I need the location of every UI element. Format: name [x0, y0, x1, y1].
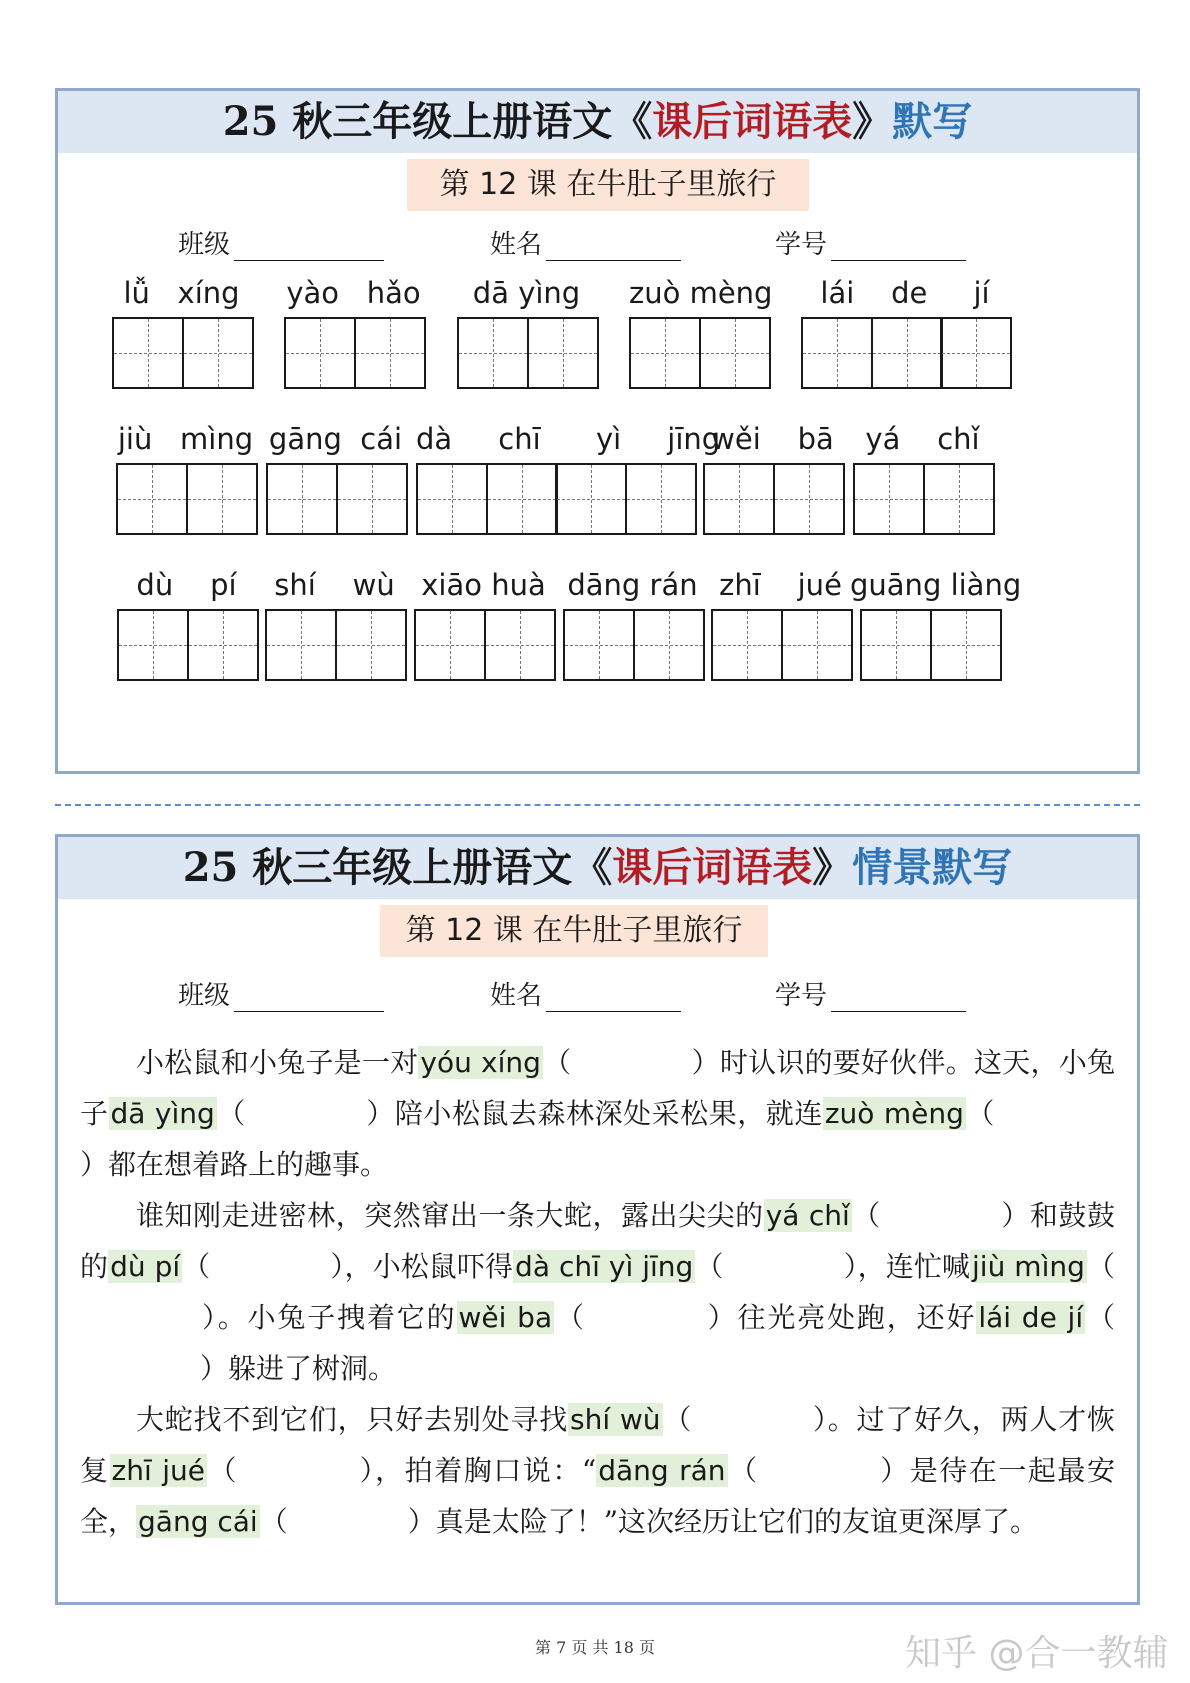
- paren: （: [542, 1046, 572, 1079]
- grid-cell[interactable]: [186, 463, 258, 535]
- grid-cell[interactable]: [555, 463, 627, 535]
- word-pinyin: guāng liàng: [850, 568, 1022, 602]
- story-text-run: ）往光亮处跑，还好: [705, 1301, 977, 1334]
- pinyin-prompt: dāng rán: [598, 1454, 726, 1487]
- pinyin-prompt: wěi ba: [458, 1301, 553, 1334]
- id-field: [775, 224, 966, 261]
- story-paragraph: [80, 1394, 1115, 1547]
- panel-title: [58, 837, 1137, 899]
- grid-cell[interactable]: [112, 317, 184, 389]
- page-number: 第 7 页 共 18 页: [535, 1638, 655, 1657]
- grid-cell[interactable]: [266, 463, 338, 535]
- word-pinyin: yào hǎo: [286, 276, 421, 310]
- story-text-run: 小松鼠和小兔子是一对: [136, 1046, 419, 1079]
- writing-grid[interactable]: [860, 609, 1002, 681]
- pinyin-prompt: zuò mèng: [824, 1097, 964, 1130]
- paren: （: [259, 1505, 288, 1538]
- pinyin-prompt: zhī jué: [111, 1454, 205, 1487]
- grid-cell[interactable]: [711, 609, 783, 681]
- name-field: [490, 975, 681, 1012]
- pinyin-prompt: gāng cái: [138, 1505, 258, 1538]
- watermark: 知乎 @合一教辅: [905, 1633, 1169, 1674]
- id-label: 学号: [775, 981, 828, 1011]
- grid-cell[interactable]: [335, 609, 407, 681]
- title-highlight: 课后词语表: [612, 844, 813, 891]
- word-pinyin: shí wù: [274, 568, 395, 602]
- word-pinyin: wěi bā: [711, 422, 834, 456]
- grid-cell[interactable]: [853, 463, 925, 535]
- paren: （: [965, 1097, 995, 1130]
- word-item: [703, 419, 842, 537]
- word-item: [265, 565, 404, 683]
- paren: （: [216, 1097, 246, 1130]
- grid-cell[interactable]: [414, 609, 486, 681]
- story-text-run: ），连忙喊: [843, 1250, 971, 1283]
- word-item: [629, 273, 773, 391]
- grid-cell[interactable]: [625, 463, 697, 535]
- writing-grid[interactable]: [116, 463, 258, 535]
- word-item: [112, 273, 251, 391]
- paren: （: [554, 1301, 586, 1334]
- word-pinyin: zuò mèng: [629, 276, 773, 310]
- word-item: [853, 419, 992, 537]
- story-text-run: ）真是太险了！”这次经历让它们的友谊更深厚了。: [407, 1505, 1039, 1538]
- panel-title: [58, 91, 1137, 153]
- story-text: [80, 1037, 1115, 1547]
- word-pinyin: gāng cái: [268, 422, 403, 456]
- grid-cell[interactable]: [416, 463, 488, 535]
- id-label: 学号: [775, 230, 828, 260]
- context-dictation-panel: [55, 834, 1140, 1605]
- writing-grid[interactable]: [703, 463, 845, 535]
- grid-cell[interactable]: [773, 463, 845, 535]
- grid-cell[interactable]: [116, 463, 188, 535]
- name-blank[interactable]: [546, 232, 681, 261]
- word-item: [414, 565, 553, 683]
- writing-grid[interactable]: [711, 609, 853, 681]
- story-text-run: 谁知刚走进密林，突然窜出一条大蛇，露出尖尖的: [136, 1199, 764, 1232]
- writing-grid[interactable]: [117, 609, 259, 681]
- paren: （: [727, 1454, 759, 1487]
- pinyin-prompt: dù pí: [110, 1250, 181, 1283]
- writing-grid[interactable]: [457, 317, 599, 389]
- paren: （: [1085, 1301, 1115, 1334]
- grid-cell[interactable]: [284, 317, 356, 389]
- grid-cell[interactable]: [486, 463, 558, 535]
- grid-cell[interactable]: [527, 317, 599, 389]
- story-paragraph: [80, 1037, 1115, 1190]
- writing-grid[interactable]: [853, 463, 995, 535]
- grid-cell[interactable]: [703, 463, 775, 535]
- grid-cell[interactable]: [871, 317, 943, 389]
- grid-cell[interactable]: [860, 609, 932, 681]
- class-label: 班级: [178, 230, 231, 260]
- title-highlight: 课后词语表: [652, 98, 853, 145]
- word-item: [801, 273, 1009, 391]
- writing-grid[interactable]: [629, 317, 771, 389]
- grid-cell[interactable]: [923, 463, 995, 535]
- title-bracket: 》: [852, 98, 893, 145]
- word-item: [266, 419, 405, 537]
- word-pinyin: yá chǐ: [865, 422, 980, 456]
- title-bracket: 》: [812, 844, 853, 891]
- word-item: [117, 565, 256, 683]
- grid-cell[interactable]: [354, 317, 426, 389]
- section-divider: [55, 804, 1140, 806]
- word-pinyin: dà chī yì jīng: [416, 422, 721, 456]
- grid-cell[interactable]: [629, 317, 701, 389]
- grid-cell[interactable]: [563, 609, 635, 681]
- word-pinyin: zhī jué: [719, 568, 842, 602]
- pinyin-prompt: yóu xíng: [420, 1046, 541, 1079]
- id-blank[interactable]: [831, 983, 966, 1012]
- paren: （: [851, 1199, 881, 1232]
- word-item: [116, 419, 255, 537]
- title-suffix: 情景默写: [852, 844, 1013, 891]
- writing-grid[interactable]: [112, 317, 254, 389]
- word-pinyin: jiù mìng: [117, 422, 254, 456]
- story-text-run: ）都在想着路上的趣事。: [80, 1148, 389, 1181]
- story-text-run: ）时认识的要好伙伴。这天，小兔子: [80, 1046, 1115, 1130]
- story-paragraph: [80, 1190, 1115, 1394]
- story-text-run: ）。小兔子拽着它的: [200, 1301, 457, 1334]
- story-text-run: ），小松鼠吓得: [330, 1250, 514, 1283]
- word-pinyin: lǚ xíng: [123, 276, 240, 310]
- paren: （: [695, 1250, 724, 1283]
- grid-cell[interactable]: [633, 609, 705, 681]
- writing-grid[interactable]: [265, 609, 407, 681]
- name-label: 姓名: [490, 230, 543, 260]
- grid-cell[interactable]: [187, 609, 259, 681]
- word-item: [563, 565, 702, 683]
- pinyin-prompt: yá chǐ: [765, 1199, 850, 1232]
- writing-grid[interactable]: [416, 463, 697, 535]
- writing-grid[interactable]: [266, 463, 408, 535]
- writing-grid[interactable]: [414, 609, 556, 681]
- word-pinyin: dā yìng: [472, 276, 581, 310]
- class-blank[interactable]: [234, 983, 384, 1012]
- grid-cell[interactable]: [699, 317, 771, 389]
- class-field: [178, 975, 384, 1012]
- word-pinyin: xiāo huà: [421, 568, 546, 602]
- class-label: 班级: [178, 981, 231, 1011]
- paren: （: [182, 1250, 211, 1283]
- title-prefix: 25 秋三年级上册语文《: [182, 844, 613, 891]
- word-item: [850, 565, 1022, 683]
- name-label: 姓名: [490, 981, 543, 1011]
- grid-cell[interactable]: [781, 609, 853, 681]
- grid-cell[interactable]: [484, 609, 556, 681]
- grid-cell[interactable]: [940, 317, 1012, 389]
- grid-cell[interactable]: [801, 317, 873, 389]
- word-pinyin: lái de jí: [820, 276, 990, 310]
- story-text-run: ）和鼓鼓的: [80, 1199, 1115, 1283]
- pinyin-prompt: jiù mìng: [972, 1250, 1085, 1283]
- paren: （: [206, 1454, 239, 1487]
- grid-cell[interactable]: [336, 463, 408, 535]
- title-prefix: 25 秋三年级上册语文《: [222, 98, 653, 145]
- id-blank[interactable]: [831, 232, 966, 261]
- writing-grid[interactable]: [284, 317, 426, 389]
- story-text-run: ）陪小松鼠去森林深处采松果，就连: [365, 1097, 823, 1130]
- story-text-run: ）躲进了树洞。: [200, 1352, 397, 1385]
- title-suffix: 默写: [892, 98, 973, 145]
- word-item: [416, 419, 721, 537]
- lesson-heading: 第 12 课 在牛肚子里旅行: [407, 159, 809, 211]
- grid-cell[interactable]: [457, 317, 529, 389]
- paren: （: [662, 1403, 693, 1436]
- name-blank[interactable]: [546, 983, 681, 1012]
- story-text-run: ）。过了好久，两人才恢复: [80, 1403, 1115, 1487]
- paren: （: [1086, 1250, 1115, 1283]
- pinyin-prompt: dā yìng: [110, 1097, 215, 1130]
- writing-grid[interactable]: [563, 609, 705, 681]
- grid-cell[interactable]: [265, 609, 337, 681]
- pinyin-prompt: shí wù: [570, 1403, 661, 1436]
- lesson-heading: 第 12 课 在牛肚子里旅行: [380, 905, 768, 957]
- class-blank[interactable]: [234, 232, 384, 261]
- class-field: [178, 224, 384, 261]
- grid-cell[interactable]: [117, 609, 189, 681]
- story-text-run: ），拍着胸口说：“: [358, 1454, 597, 1487]
- story-text-run: 大蛇找不到它们，只好去别处寻找: [136, 1403, 569, 1436]
- word-item: [711, 565, 850, 683]
- grid-cell[interactable]: [930, 609, 1002, 681]
- word-pinyin: dù pí: [136, 568, 237, 602]
- name-field: [490, 224, 681, 261]
- writing-grid[interactable]: [801, 317, 1012, 389]
- dictation-panel: [55, 88, 1140, 774]
- word-pinyin: dāng rán: [567, 568, 698, 602]
- pinyin-prompt: dà chī yì jīng: [515, 1250, 694, 1283]
- id-field: [775, 975, 966, 1012]
- word-item: [457, 273, 596, 391]
- grid-cell[interactable]: [182, 317, 254, 389]
- story-text-run: ）是待在一起最安全，: [80, 1454, 1115, 1538]
- word-item: [284, 273, 423, 391]
- pinyin-prompt: lái de jí: [978, 1301, 1084, 1334]
